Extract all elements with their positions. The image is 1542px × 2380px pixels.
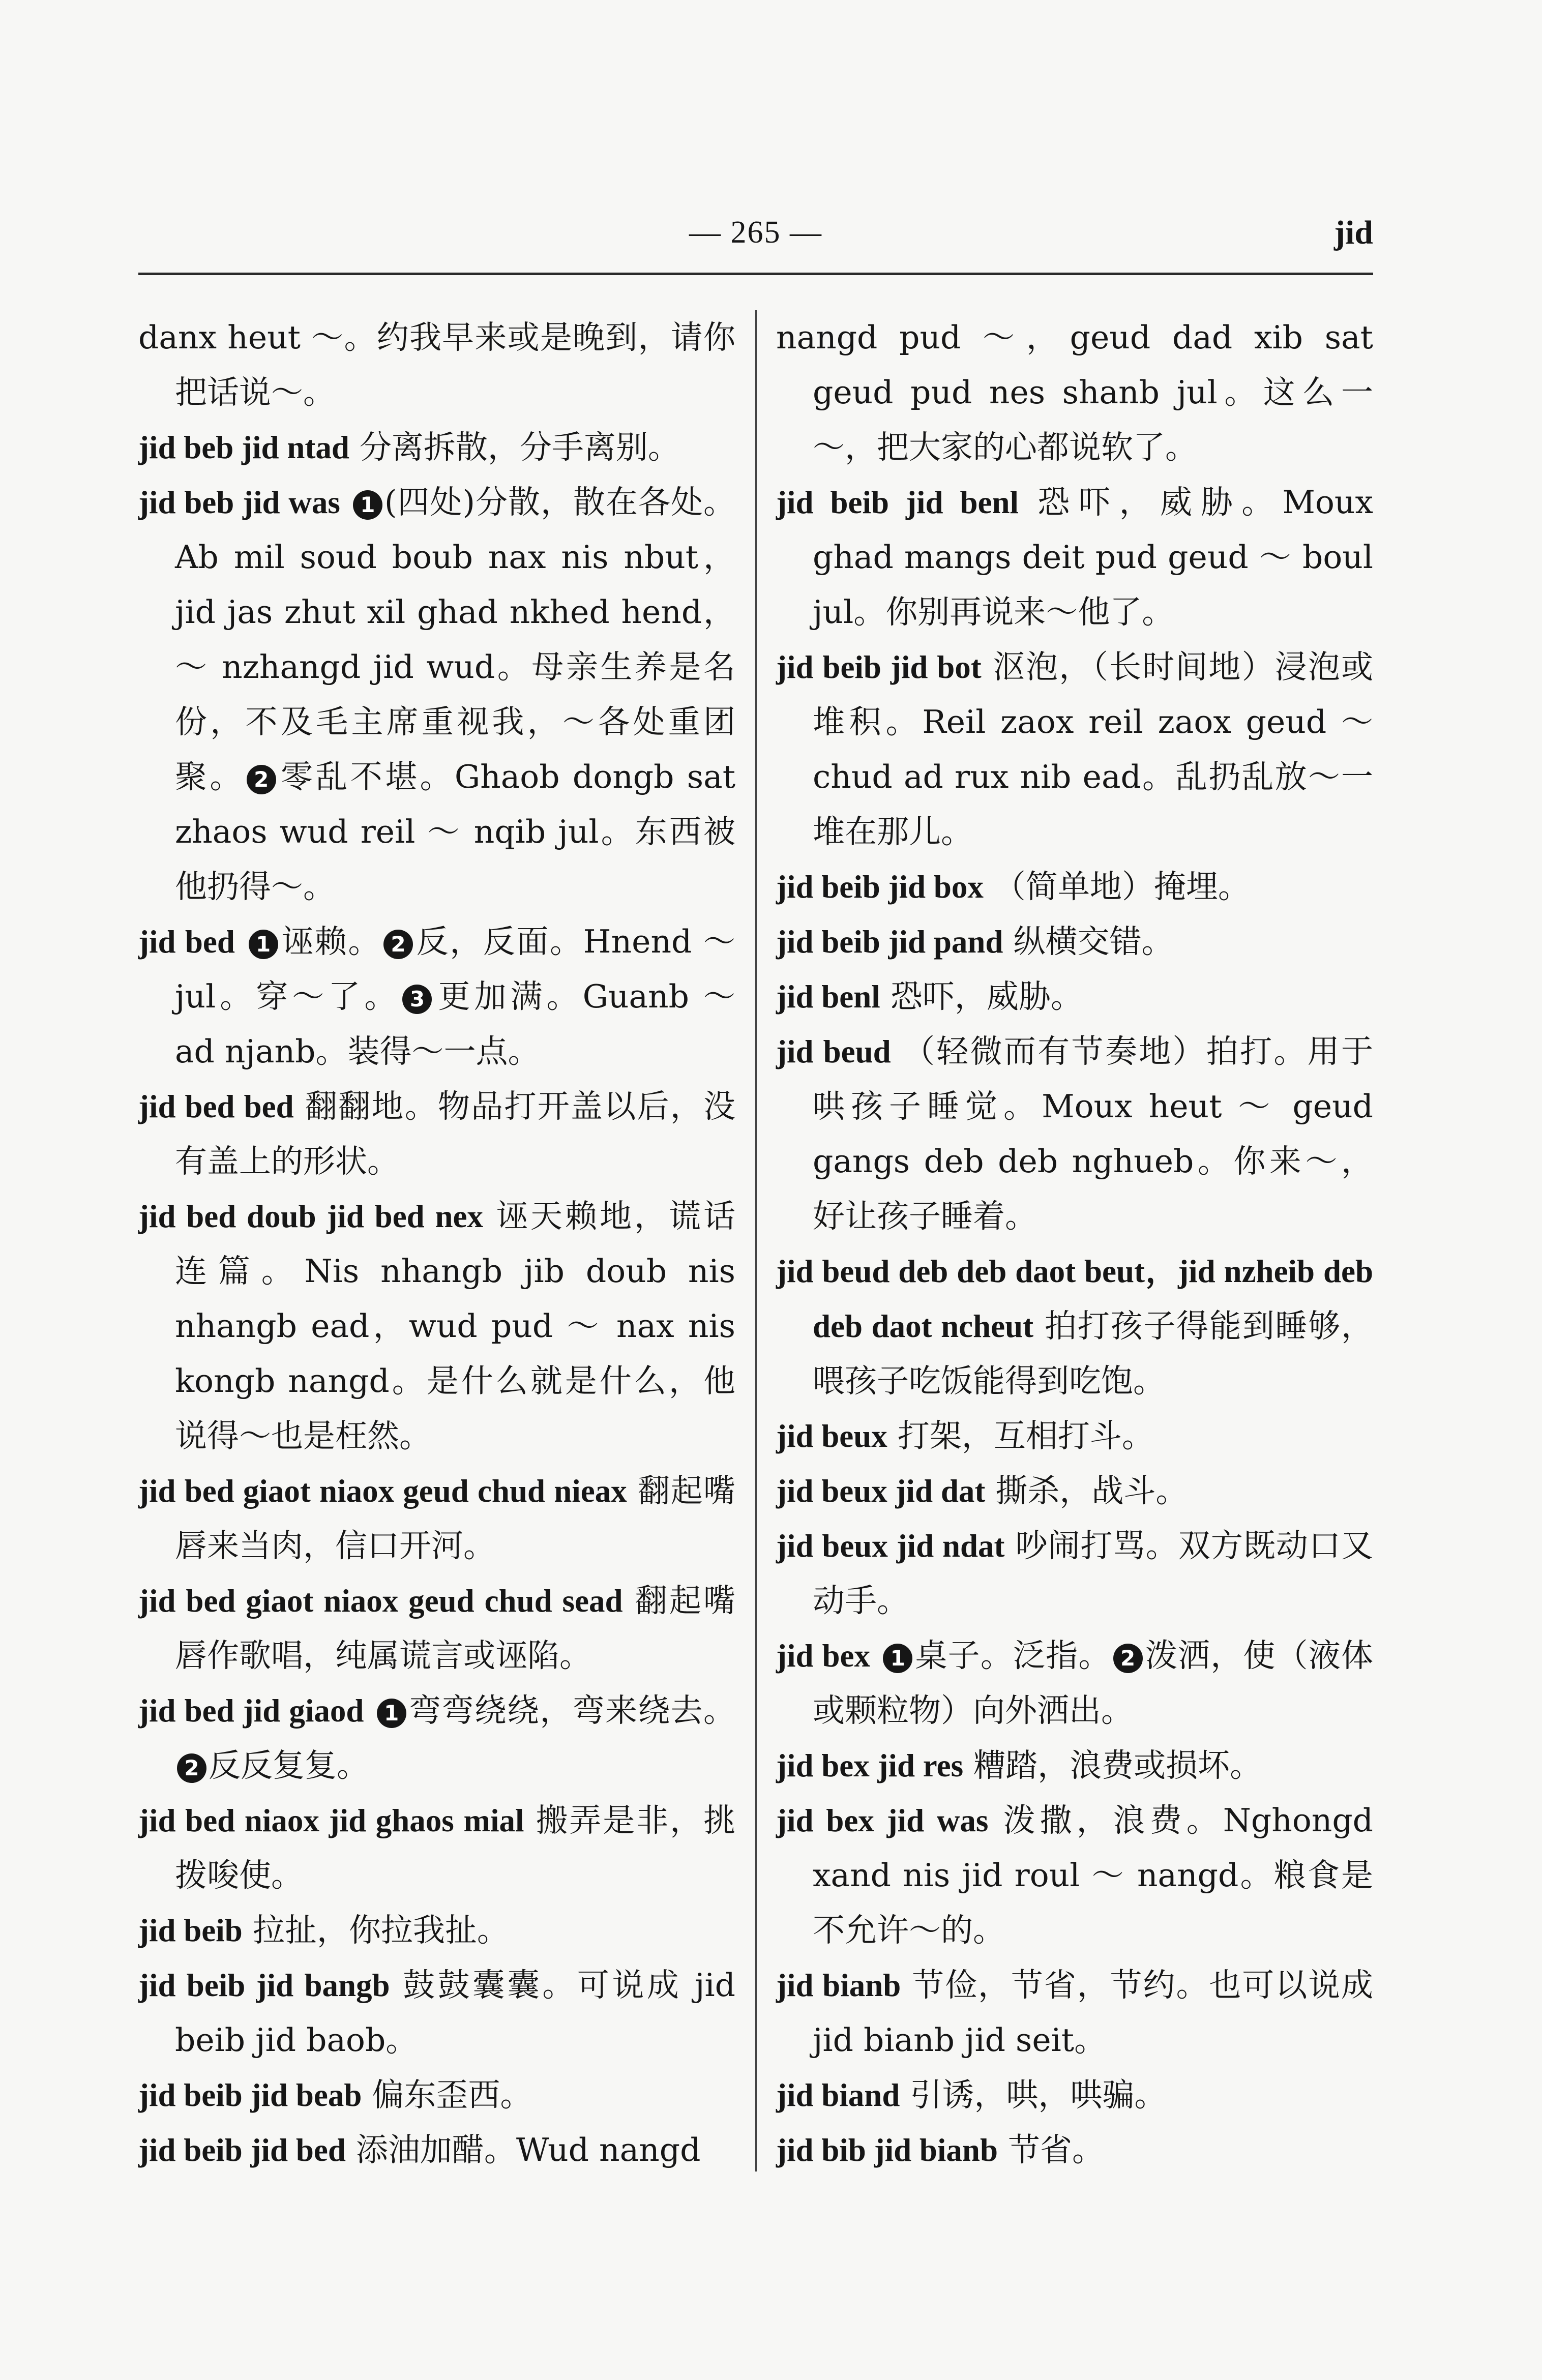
entry-definition: 拍打孩子得能到睡够，喂孩子吃饭能得到吃饱。: [813, 1307, 1373, 1400]
entry-headword: jid beb jid was: [138, 485, 340, 520]
dictionary-entry: [776, 2123, 1373, 2178]
dictionary-entry: [776, 914, 1373, 969]
entry-headword: jid bed niaox jid ghaos mial: [138, 1803, 524, 1838]
dictionary-entry: [138, 1903, 735, 1958]
entry-headword: jid beib jid benl: [776, 485, 1019, 520]
dictionary-entry: [138, 2068, 735, 2123]
entry-definition: 糟踏，浪费或损坏。: [973, 1747, 1262, 1784]
entry-headword: jid beux: [776, 1418, 887, 1454]
entry-headword: jid bed doub jid bed nex: [138, 1199, 483, 1234]
entry-headword: jid bed giaot niaox geud chud nieax: [138, 1473, 627, 1509]
entry-headword: jid beux jid dat: [776, 1473, 986, 1509]
entry-headword: jid bed giaot niaox geud chud sead: [138, 1583, 623, 1619]
entry-headword: jid bed: [138, 924, 235, 960]
dictionary-entry: [776, 1464, 1373, 1519]
entry-headword: jid beib jid box: [776, 869, 984, 905]
sense-number: 2: [383, 930, 413, 959]
dictionary-entry: [138, 1958, 735, 2068]
entry-headword: jid bed bed: [138, 1089, 294, 1124]
entry-definition: 节俭，节省，节约。也可以说成 jid bianb jid seit。: [813, 1967, 1374, 2059]
running-head: jid: [1333, 214, 1373, 251]
dictionary-entry: [776, 1024, 1373, 1244]
dictionary-entry: [776, 1244, 1373, 1409]
entry-headword: jid beib jid bot: [776, 649, 982, 685]
sense-number: 1: [353, 490, 382, 520]
sense-number: 1: [377, 1699, 406, 1728]
entry-headword: jid beib: [138, 1913, 243, 1948]
entry-definition: 1 桌子。泛指。 2 泼洒，使（液体或颗粒物）向外洒出。: [813, 1637, 1374, 1729]
entry-definition: 诬天赖地，谎话连篇。Nis nhangb jib doub nis nhangb ead，wud pud ～ nax nis kongb nangd。是什么就是什么，他说得～也是枉然。: [175, 1198, 736, 1454]
entry-headword: jid bex: [776, 1638, 870, 1674]
entry-headword: jid beib jid bed: [138, 2132, 346, 2168]
entry-definition: 翻起嘴唇作歌唱，纯属谎言或诬陷。: [175, 1582, 735, 1674]
page-number: — 265 —: [689, 215, 822, 250]
dictionary-entry: [138, 1189, 735, 1464]
entry-definition: 分离拆散，分手离别。: [359, 429, 680, 466]
sense-number: 1: [883, 1644, 912, 1673]
dictionary-entry: [776, 859, 1373, 914]
entry-definition: 1 诬赖。 2 反，反面。Hnend ～ jul。穿～了。 3 更加满。Guanb ～ ad njanb。装得～一点。: [175, 923, 735, 1070]
dictionary-entry: [138, 914, 735, 1079]
dictionary-entry: [776, 1738, 1373, 1793]
entry-definition: （简单地）掩埋。: [993, 868, 1250, 905]
entry-definition: 吵闹打骂。双方既动口又动手。: [813, 1527, 1374, 1619]
dictionary-entry: [138, 1573, 735, 1683]
entry-headword: jid beib jid beab: [138, 2077, 362, 2113]
entry-definition: 恐吓，威胁。: [890, 978, 1083, 1015]
dictionary-entry: [776, 969, 1373, 1024]
sense-number: 2: [177, 1753, 206, 1783]
entry-headword: jid beux jid ndat: [776, 1528, 1005, 1564]
dictionary-entry: [138, 1464, 735, 1573]
left-column: [138, 310, 735, 2178]
entry-definition: 引诱，哄，哄骗。: [910, 2076, 1167, 2114]
dictionary-entry: [138, 1683, 735, 1793]
entry-continuation: [776, 310, 1373, 475]
dictionary-entry: [776, 1958, 1373, 2068]
entry-definition: nangd pud ～，geud dad xib sat geud pud nes shanb jul。这么一～，把大家的心都说软了。: [776, 319, 1373, 466]
dictionary-entry: [138, 475, 735, 914]
entry-definition: 添油加醋。Wud nangd: [355, 2131, 701, 2168]
dictionary-entry: [138, 1793, 735, 1903]
sense-number: 1: [249, 930, 278, 959]
entry-definition: 搬弄是非，挑拨唆使。: [175, 1802, 736, 1894]
sense-number: 2: [247, 765, 276, 794]
entry-definition: danx heut ～。约我早来或是晚到，请你把话说～。: [138, 319, 735, 411]
entry-headword: jid bed jid giaod: [138, 1693, 364, 1729]
dictionary-entry: [138, 1079, 735, 1189]
entry-headword: jid bex jid was: [776, 1803, 989, 1838]
entry-headword: jid benl: [776, 979, 880, 1015]
entry-headword: jid beud: [776, 1034, 891, 1069]
column-divider: [755, 310, 757, 2171]
entry-headword: jid bib jid bianb: [776, 2132, 998, 2168]
entry-headword: jid bex jid res: [776, 1748, 964, 1783]
dictionary-entry: [776, 475, 1373, 640]
dictionary-entry: [776, 2068, 1373, 2123]
entry-definition: 纵横交错。: [1013, 923, 1174, 960]
entry-definition: 撕杀，战斗。: [995, 1472, 1188, 1509]
entry-continuation: [138, 310, 735, 420]
header-rule: [138, 273, 1373, 275]
dictionary-entry: [776, 1628, 1373, 1738]
dictionary-entry: [776, 1409, 1373, 1464]
sense-number: 2: [1113, 1644, 1143, 1673]
entry-headword: jid bianb: [776, 1968, 901, 2003]
right-column: [776, 310, 1373, 2178]
entry-definition: 偏东歪西。: [372, 2076, 532, 2114]
entry-definition: 1 (四处)分散，散在各处。Ab mil soud boub nax nis nbut，jid jas zhut xil ghad nkhed hend，～ nzhangd jid wud。母亲生养是名份，不及毛主席重视我，～各处重团聚。 2 零乱不堪。Ghaob dongb sat zhaos wud reil ～ nqib jul。东西被他扔得～。: [175, 484, 736, 905]
entry-definition: 翻翻地。物品打开盖以后，没有盖上的形状。: [175, 1088, 736, 1180]
entry-headword: jid beud deb deb daot beut，jid nzheib deb deb daot ncheut: [776, 1254, 1373, 1344]
dictionary-entry: [776, 640, 1373, 859]
dictionary-entry: [776, 1519, 1373, 1628]
entry-headword: jid beb jid ntad: [138, 430, 349, 465]
entry-definition: 翻起嘴唇来当肉，信口开河。: [175, 1472, 736, 1564]
entry-definition: 鼓鼓囊囊。可说成 jid beib jid baob。: [175, 1967, 735, 2059]
entry-headword: jid beib jid pand: [776, 924, 1003, 960]
sense-number: 3: [402, 985, 432, 1014]
entry-definition: 节省。: [1008, 2131, 1105, 2168]
entry-definition: 恐吓，威胁。Moux ghad mangs deit pud geud ～ boul jul。你别再说来～他了。: [813, 484, 1374, 631]
page-header: [138, 203, 1373, 280]
entry-definition: 泼撒，浪费。Nghongd xand nis jid roul ～ nangd。粮食是不允许～的。: [813, 1802, 1373, 1949]
entry-definition: 拉扯，你拉我扯。: [252, 1912, 509, 1949]
entry-definition: （轻微而有节奏地）拍打。用于哄孩子睡觉。Moux heut ～ geud gangs deb deb nghueb。你来～，好让孩子睡着。: [813, 1033, 1373, 1235]
entry-definition: 打架，互相打斗。: [897, 1417, 1154, 1454]
entry-headword: jid beib jid bangb: [138, 1968, 390, 2003]
dictionary-entry: [138, 2123, 735, 2178]
entry-definition: 沤泡，（长时间地）浸泡或堆积。Reil zaox reil zaox geud ～ chud ad rux nib ead。乱扔乱放～一堆在那儿。: [813, 648, 1373, 850]
dictionary-entry: [138, 420, 735, 475]
dictionary-entry: [776, 1793, 1373, 1958]
entry-headword: jid biand: [776, 2077, 900, 2113]
entry-definition: 1 弯弯绕绕，弯来绕去。2 反反复复。: [175, 1692, 735, 1784]
